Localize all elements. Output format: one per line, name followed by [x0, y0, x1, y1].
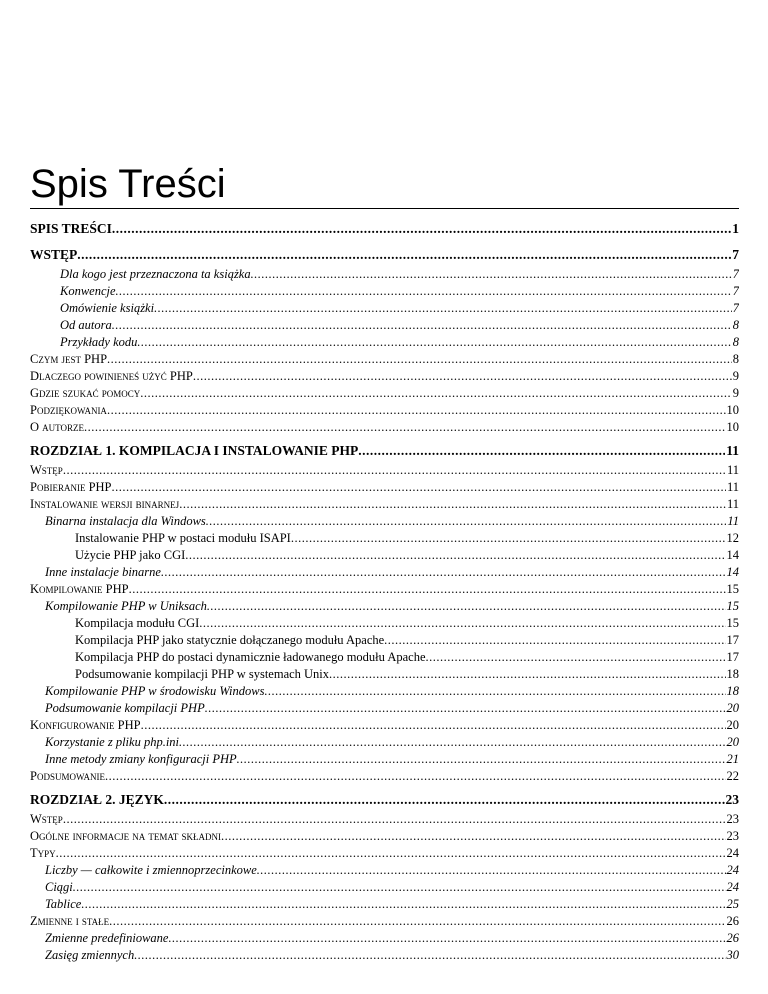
toc-entry-label: Podsumowanie kompilacji PHP [45, 701, 205, 715]
toc-leader-dots [251, 266, 732, 283]
toc-leader-dots [193, 368, 732, 385]
toc-entry-label: Dla kogo jest przeznaczona ta książka [60, 267, 251, 281]
toc-entry-label: Inne instalacje binarne [45, 565, 161, 579]
toc-leader-dots [107, 351, 732, 368]
toc-entry-label: Zmienne predefiniowane [45, 931, 169, 945]
toc-entry[interactable] [30, 513, 739, 530]
toc-leader-dots [129, 581, 726, 598]
toc-leader-dots [358, 440, 725, 462]
toc-entry[interactable] [30, 632, 739, 649]
toc-entry[interactable] [30, 283, 739, 300]
toc-entry[interactable] [30, 879, 739, 896]
toc-entry-label: ROZDZIAŁ 1. KOMPILACJA I INSTALOWANIE PHP [30, 443, 359, 458]
toc-entry[interactable] [30, 649, 739, 666]
toc-entry-page-number: 24 [726, 880, 739, 894]
toc-entry-label: Konwencje [60, 284, 116, 298]
toc-entry[interactable] [30, 218, 739, 240]
toc-leader-dots [112, 479, 726, 496]
toc-entry-label: Instalowanie wersji binarnej [30, 497, 180, 511]
toc-entry-page-number: 14 [726, 565, 739, 579]
toc-entry[interactable] [30, 896, 739, 913]
toc-entry-label: Wstęp [30, 463, 63, 477]
toc-entry-label: Tablice [45, 897, 82, 911]
toc-leader-dots [207, 598, 726, 615]
toc-entry[interactable] [30, 462, 739, 479]
toc-leader-dots [199, 615, 725, 632]
toc-entry-label: Przykłady kodu [60, 335, 138, 349]
toc-entry[interactable] [30, 862, 739, 879]
toc-entry-label: Gdzie szukać pomocy [30, 386, 141, 400]
toc-entry-page-number: 1 [732, 221, 739, 236]
toc-entry-label: Ogólne informacje na temat składni [30, 829, 222, 843]
toc-entry-page-number: 11 [727, 514, 739, 528]
toc-entry[interactable] [30, 913, 739, 930]
toc-entry[interactable] [30, 598, 739, 615]
toc-leader-dots [109, 913, 725, 930]
table-of-contents [30, 218, 739, 964]
toc-leader-dots [264, 683, 725, 700]
toc-entry-page-number: 24 [726, 863, 739, 877]
toc-leader-dots [56, 845, 726, 862]
toc-entry-page-number: 8 [732, 352, 739, 366]
toc-entry-label: Omówienie książki [60, 301, 155, 315]
toc-entry-page-number: 25 [726, 897, 739, 911]
toc-entry-label: Binarna instalacja dla Windows [45, 514, 206, 528]
toc-leader-dots [116, 283, 732, 300]
toc-leader-dots [426, 649, 726, 666]
toc-entry-page-number: 11 [726, 497, 739, 511]
toc-entry[interactable] [30, 930, 739, 947]
toc-entry[interactable] [30, 244, 739, 266]
toc-entry[interactable] [30, 419, 739, 436]
toc-entry-label: SPIS TREŚCI [30, 221, 112, 236]
toc-leader-dots [168, 930, 725, 947]
toc-leader-dots [141, 717, 726, 734]
toc-entry-label: Użycie PHP jako CGI [75, 548, 186, 562]
toc-entry-page-number: 12 [726, 531, 739, 545]
toc-entry-page-number: 26 [726, 914, 739, 928]
toc-entry[interactable] [30, 385, 739, 402]
toc-entry[interactable] [30, 402, 739, 419]
toc-leader-dots [112, 218, 731, 240]
toc-entry-page-number: 14 [726, 548, 739, 562]
toc-entry-label: Ciągi [45, 880, 73, 894]
toc-entry-label: ROZDZIAŁ 2. JĘZYK [30, 792, 164, 807]
toc-entry[interactable] [30, 845, 739, 862]
toc-entry-label: Liczby — całkowite i zmiennoprzecinkowe [45, 863, 257, 877]
page-title: Spis Treści [30, 162, 226, 206]
toc-entry-page-number: 11 [726, 443, 739, 458]
toc-entry[interactable] [30, 547, 739, 564]
toc-leader-dots [384, 632, 725, 649]
toc-entry[interactable] [30, 300, 739, 317]
toc-leader-dots [112, 317, 732, 334]
toc-entry-page-number: 7 [732, 267, 739, 281]
toc-leader-dots [107, 402, 726, 419]
toc-entry-page-number: 20 [726, 718, 739, 732]
toc-entry[interactable] [30, 440, 739, 462]
toc-leader-dots [237, 751, 726, 768]
toc-leader-dots [81, 896, 725, 913]
toc-entry[interactable] [30, 734, 739, 751]
toc-entry[interactable] [30, 615, 739, 632]
toc-entry[interactable] [30, 768, 739, 785]
toc-entry-label: Pobieranie PHP [30, 480, 112, 494]
toc-entry-label: Kompilowanie PHP [30, 582, 129, 596]
toc-entry-label: Kompilacja PHP do postaci dynamicznie ładowanego modułu Apache [75, 650, 426, 664]
toc-entry-page-number: 18 [726, 667, 739, 681]
toc-entry-page-number: 8 [732, 335, 739, 349]
toc-entry-page-number: 20 [726, 735, 739, 749]
toc-entry[interactable] [30, 666, 739, 683]
toc-entry[interactable] [30, 496, 739, 513]
toc-entry-label: Wstęp [30, 812, 63, 826]
toc-entry-page-number: 9 [732, 386, 739, 400]
toc-entry-page-number: 22 [726, 769, 739, 783]
toc-entry-page-number: 10 [726, 420, 739, 434]
toc-entry-label: Kompilacja modułu CGI [75, 616, 200, 630]
toc-entry-page-number: 20 [726, 701, 739, 715]
toc-entry[interactable] [30, 564, 739, 581]
toc-entry-label: Kompilowanie PHP w Uniksach [45, 599, 207, 613]
toc-entry-label: Podsumowanie [30, 769, 105, 783]
toc-entry-page-number: 17 [726, 650, 739, 664]
toc-entry-label: Zmienne i stałe [30, 914, 110, 928]
toc-leader-dots [329, 666, 725, 683]
toc-leader-dots [164, 789, 725, 811]
toc-entry-label: Konfigurowanie PHP [30, 718, 141, 732]
toc-leader-dots [134, 947, 725, 964]
toc-leader-dots [205, 700, 726, 717]
toc-entry-page-number: 7 [732, 284, 739, 298]
toc-entry-label: O autorze [30, 420, 84, 434]
toc-leader-dots [105, 768, 726, 785]
toc-entry-page-number: 15 [726, 599, 739, 613]
toc-entry-label: Kompilowanie PHP w środowisku Windows [45, 684, 265, 698]
toc-entry-page-number: 26 [726, 931, 739, 945]
toc-entry[interactable] [30, 700, 739, 717]
toc-entry-label: Inne metody zmiany konfiguracji PHP [45, 752, 237, 766]
toc-entry-label: Dlaczego powinieneś użyć PHP [30, 369, 193, 383]
toc-entry-page-number: 10 [726, 403, 739, 417]
toc-leader-dots [206, 513, 727, 530]
toc-entry-page-number: 11 [726, 480, 739, 494]
toc-leader-dots [179, 734, 725, 751]
toc-entry-page-number: 24 [726, 846, 739, 860]
toc-leader-dots [291, 530, 726, 547]
toc-entry[interactable] [30, 828, 739, 845]
toc-entry-label: Korzystanie z pliku php.ini [45, 735, 180, 749]
toc-leader-dots [179, 496, 726, 513]
toc-entry-page-number: 9 [732, 369, 739, 383]
title-divider [30, 208, 739, 209]
toc-entry[interactable] [30, 266, 739, 283]
toc-leader-dots [140, 385, 731, 402]
toc-leader-dots [63, 462, 726, 479]
toc-leader-dots [73, 879, 726, 896]
toc-entry-label: Podziękowania [30, 403, 107, 417]
toc-entry-page-number: 23 [726, 812, 739, 826]
toc-leader-dots [77, 244, 731, 266]
toc-entry-page-number: 15 [726, 582, 739, 596]
toc-entry[interactable] [30, 317, 739, 334]
toc-entry-page-number: 30 [726, 948, 739, 962]
toc-entry[interactable] [30, 751, 739, 768]
toc-entry-page-number: 11 [726, 463, 739, 477]
toc-entry-label: Od autora [60, 318, 112, 332]
toc-entry-label: Typy [30, 846, 56, 860]
toc-leader-dots [221, 828, 725, 845]
toc-entry[interactable] [30, 351, 739, 368]
toc-entry[interactable] [30, 717, 739, 734]
toc-entry-page-number: 23 [726, 829, 739, 843]
toc-entry-label: Instalowanie PHP w postaci modułu ISAPI [75, 531, 291, 545]
toc-entry-page-number: 7 [732, 301, 739, 315]
toc-entry-page-number: 15 [726, 616, 739, 630]
toc-entry[interactable] [30, 479, 739, 496]
toc-leader-dots [154, 300, 732, 317]
toc-entry[interactable] [30, 811, 739, 828]
toc-entry[interactable] [30, 530, 739, 547]
toc-entry[interactable] [30, 581, 739, 598]
toc-entry-page-number: 21 [726, 752, 739, 766]
toc-entry-label: Kompilacja PHP jako statycznie dołączanego modułu Apache [75, 633, 385, 647]
toc-leader-dots [185, 547, 725, 564]
toc-entry-page-number: 18 [726, 684, 739, 698]
toc-leader-dots [257, 862, 726, 879]
toc-entry[interactable] [30, 947, 739, 964]
toc-leader-dots [84, 419, 726, 436]
toc-entry-label: WSTĘP [30, 247, 78, 262]
toc-entry-page-number: 8 [732, 318, 739, 332]
toc-entry-page-number: 7 [732, 247, 739, 262]
toc-leader-dots [63, 811, 726, 828]
toc-entry[interactable] [30, 683, 739, 700]
toc-entry-label: Podsumowanie kompilacji PHP w systemach Unix [75, 667, 330, 681]
toc-entry[interactable] [30, 334, 739, 351]
toc-entry[interactable] [30, 789, 739, 811]
toc-entry[interactable] [30, 368, 739, 385]
toc-leader-dots [161, 564, 726, 581]
toc-leader-dots [137, 334, 731, 351]
toc-entry-page-number: 23 [725, 792, 739, 807]
toc-entry-page-number: 17 [726, 633, 739, 647]
toc-entry-label: Czym jest PHP [30, 352, 108, 366]
toc-entry-label: Zasięg zmiennych [45, 948, 135, 962]
